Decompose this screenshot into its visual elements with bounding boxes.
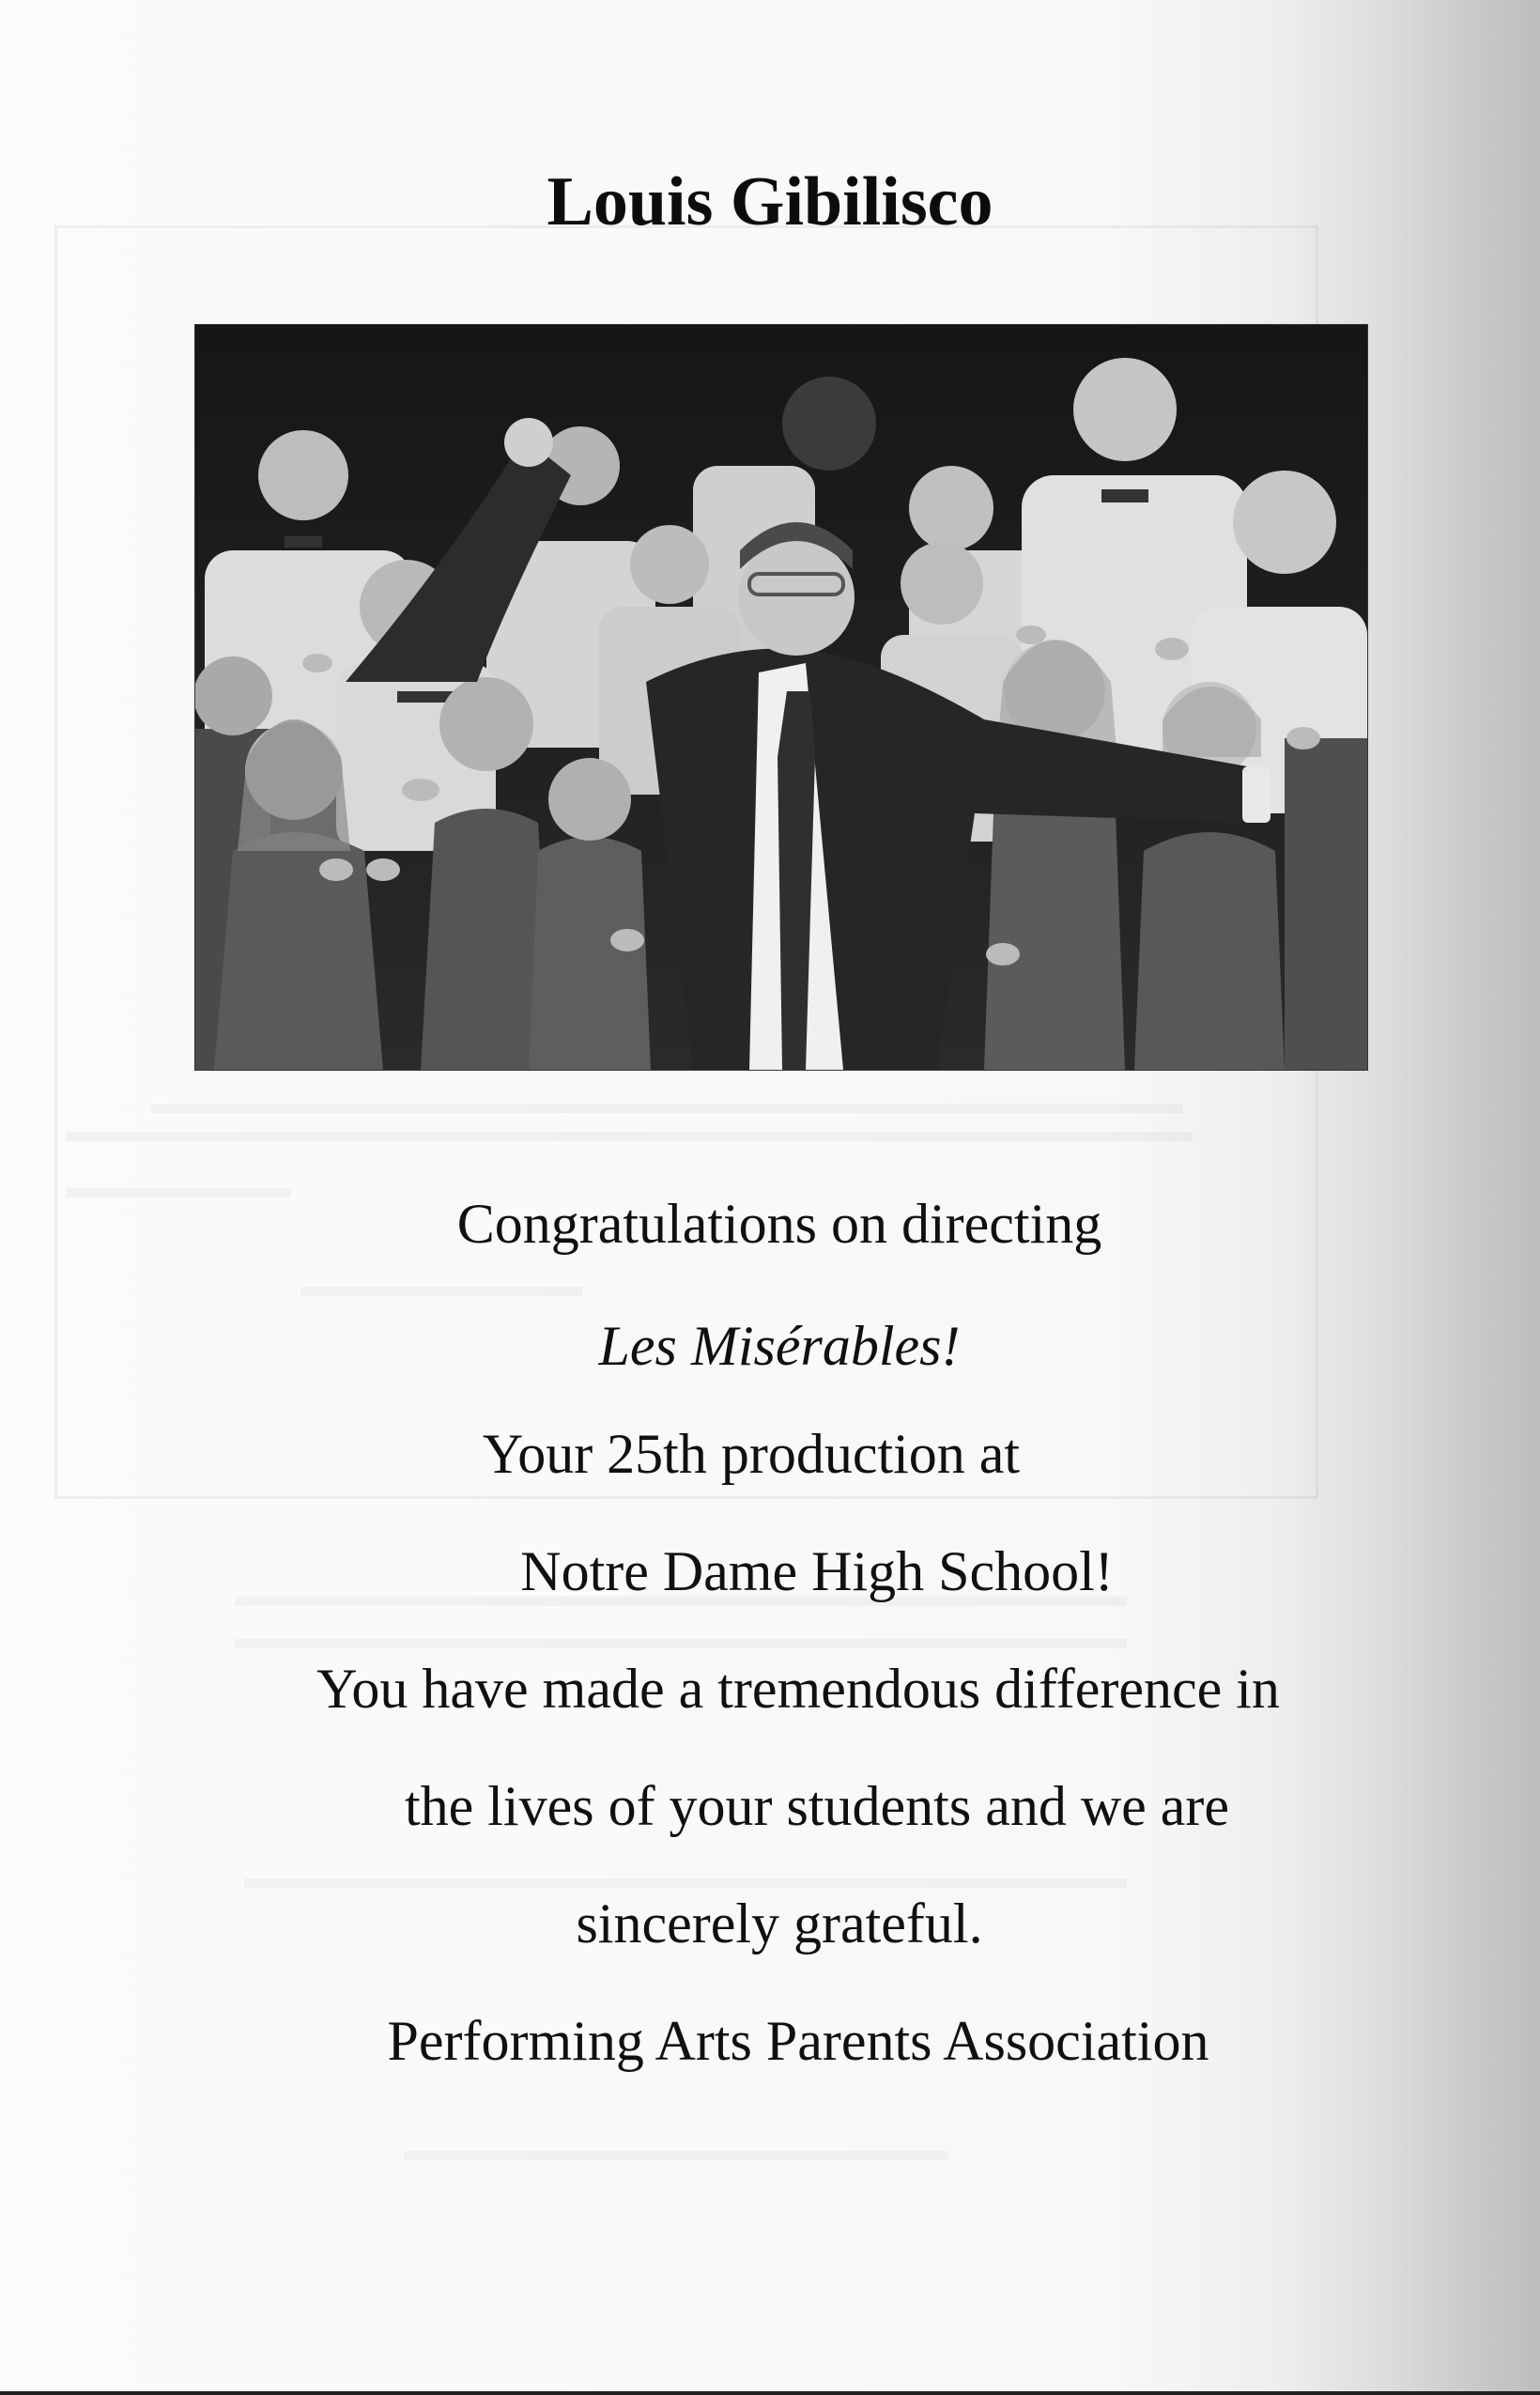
congratulations-line: Congratulations on directing <box>456 1193 1102 1255</box>
bleed-through-line <box>235 1639 1127 1648</box>
bleed-through-line <box>404 2151 948 2160</box>
lives-line: the lives of your students and we are <box>404 1775 1230 1837</box>
bleed-through-line <box>150 1104 1183 1113</box>
group-photo-illustration <box>195 325 1367 1070</box>
bleed-through-line <box>66 1132 1193 1141</box>
bleed-through-line <box>244 1878 1127 1888</box>
show-title-line: Les Misérables! <box>598 1315 961 1377</box>
page-title: Louis Gibilisco <box>547 163 993 240</box>
signature-line: Performing Arts Parents Association <box>387 2010 1209 2072</box>
bleed-through-line <box>300 1287 582 1296</box>
production-line: Your 25th production at <box>482 1423 1021 1485</box>
difference-line: You have made a tremendous difference in <box>316 1658 1280 1720</box>
group-photo <box>194 324 1368 1071</box>
bottom-edge <box>0 2391 1540 2395</box>
grateful-line: sincerely grateful. <box>576 1893 983 1955</box>
school-line: Notre Dame High School! <box>520 1540 1114 1602</box>
